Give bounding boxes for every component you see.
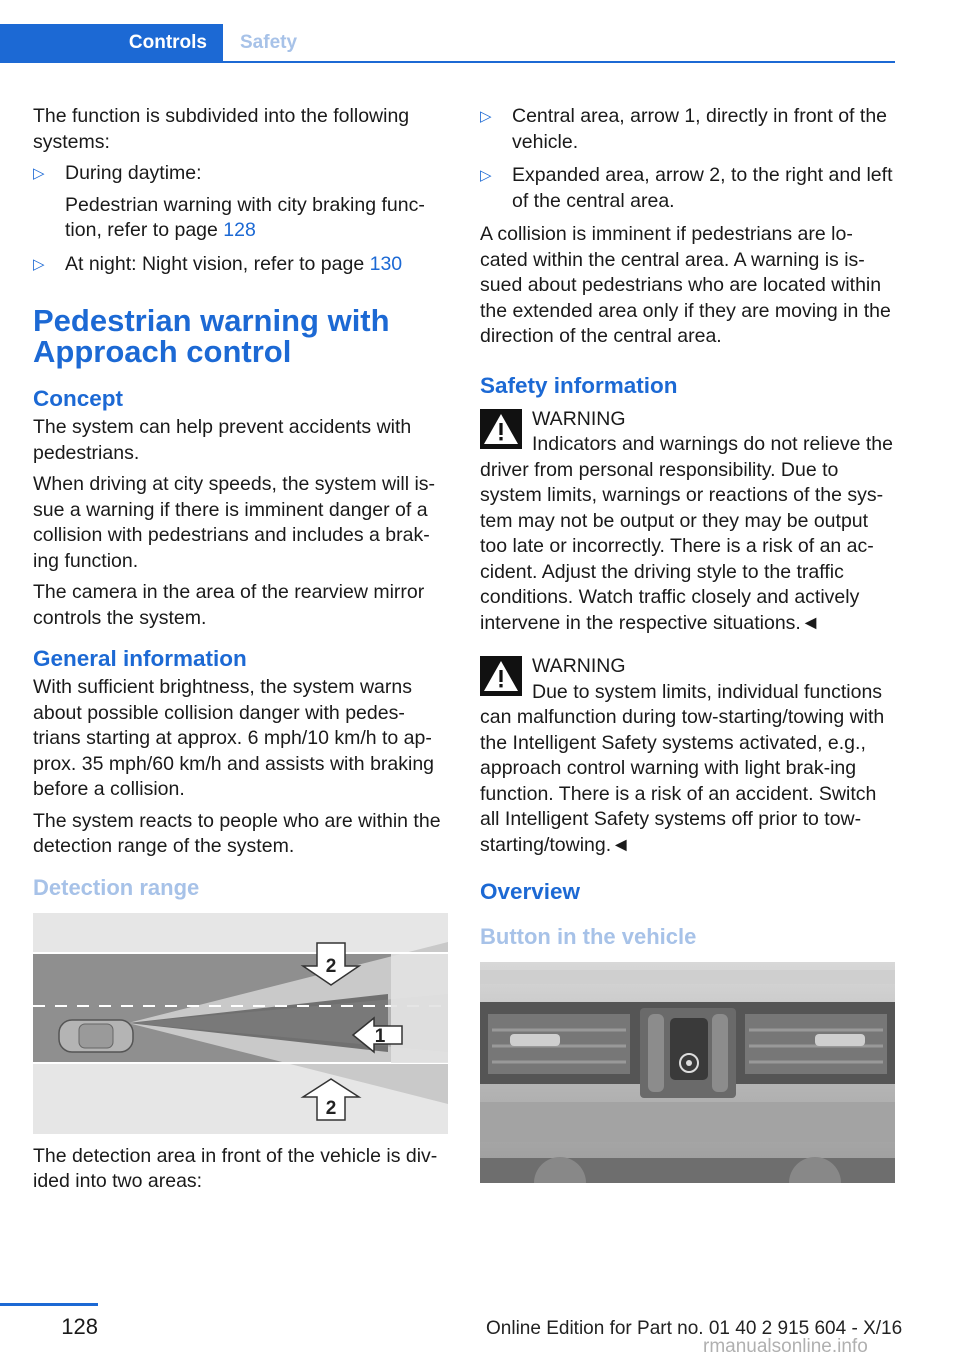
page-link[interactable]: 130: [369, 252, 403, 275]
overview-heading: Overview: [480, 879, 581, 904]
list-item: ▷ Central area, arrow 1, directly in front of the vehicle.: [480, 105, 888, 153]
general-paragraph: The system reacts to people who are within the detection range of the system.: [33, 809, 441, 857]
watermark: rmanualsonline.info: [703, 1336, 868, 1357]
safety-button[interactable]: [670, 1018, 708, 1080]
warning-text: Indicators and warnings do not relieve the driver from personal responsibility. Due to system limits, warnings or reactions of the sys‐tem may not be output or they may be output too late or incorrectly. There is a risk of an ac‐cident. Adjust the driving style to the traffic conditions. Watch traffic closely and actively intervene in the respective situations.◄: [480, 433, 893, 634]
general-info-heading: General information: [33, 646, 247, 671]
warning-label: WARNING: [532, 655, 626, 677]
warning-triangle-icon: [480, 656, 522, 696]
section-title: Pedestrian warning with Approach control: [33, 303, 390, 369]
general-paragraph: With sufficient brightness, the system warns about possible collision danger with pedes‐trians starting at approx. 6 mph/10 km/h to ap‐prox. 35 mph/60 km/h and assists with braking before a collision.: [33, 676, 435, 800]
concept-paragraph: The system can help prevent accidents with pedestrians.: [33, 416, 412, 464]
warning-text: Due to system limits, individual functions can malfunction during tow-starting/towing with the Intelligent Safety systems activated, e.g., approach control warning with light brak‐ing function. There is a risk of an accident. Switch all Intelligent Safety systems off prior to tow-starting/towing.◄: [480, 680, 885, 856]
button-in-vehicle-heading: Button in the vehicle: [480, 924, 697, 949]
detection-range-heading: Detection range: [33, 874, 200, 900]
left-column: [33, 104, 449, 1201]
concept-heading: Concept: [33, 386, 123, 411]
right-column: [480, 104, 896, 1193]
edition-text: Online Edition for Part no. 01 40 2 915 604 - X/16: [486, 1318, 903, 1339]
tab-controls[interactable]: Controls: [0, 24, 223, 61]
triangle-bullet-icon: ▷: [33, 165, 45, 182]
warning-block: [480, 407, 896, 637]
figure-caption-text: The detection area in front of the vehicle is div‐ided into two areas:: [33, 1144, 438, 1192]
arrow-label: 2: [325, 1097, 337, 1119]
safety-info-heading: Safety information: [480, 372, 678, 398]
tab-safety[interactable]: Safety: [240, 32, 298, 53]
warning-block: [480, 654, 896, 858]
collision-paragraph: A collision is imminent if pedestrians are lo‐cated within the central area. A warning is is‐sued about pedestrians who are located within the extended area only if they are moving in the direction of the central area.: [480, 223, 891, 347]
page-link[interactable]: 128: [223, 219, 256, 241]
footer-rule: [0, 1303, 98, 1306]
intro-text: The function is subdivided into the following systems:: [33, 105, 410, 153]
warning-label: WARNING: [532, 407, 626, 430]
vehicle-button-photo: [480, 962, 895, 1183]
car-icon: [59, 1020, 133, 1052]
triangle-bullet-icon: ▷: [480, 108, 492, 125]
arrow-label: 1: [374, 1025, 386, 1047]
triangle-bullet-icon: ▷: [33, 255, 45, 273]
warning-triangle-icon: [480, 409, 522, 449]
arrow-label: 2: [325, 955, 337, 977]
list-item: ▷ At night: Night vision, refer to page 130: [33, 252, 449, 278]
list-item: ▷ During daytime: Pedestrian warning with city braking func‐tion, refer to page 128: [33, 162, 425, 241]
concept-paragraph: The camera in the area of the rearview mirror controls the system.: [33, 581, 425, 629]
detection-range-figure: [33, 913, 448, 1134]
header-tabs: [0, 24, 895, 63]
concept-paragraph: When driving at city speeds, the system will is‐sue a warning if there is imminent danger of a collision with pedestrians and includes a brak‐ing function.: [33, 473, 436, 572]
triangle-bullet-icon: ▷: [480, 167, 492, 184]
page-number: 128: [61, 1314, 98, 1339]
list-item: ▷ Expanded area, arrow 2, to the right and left of the central area.: [480, 164, 893, 212]
